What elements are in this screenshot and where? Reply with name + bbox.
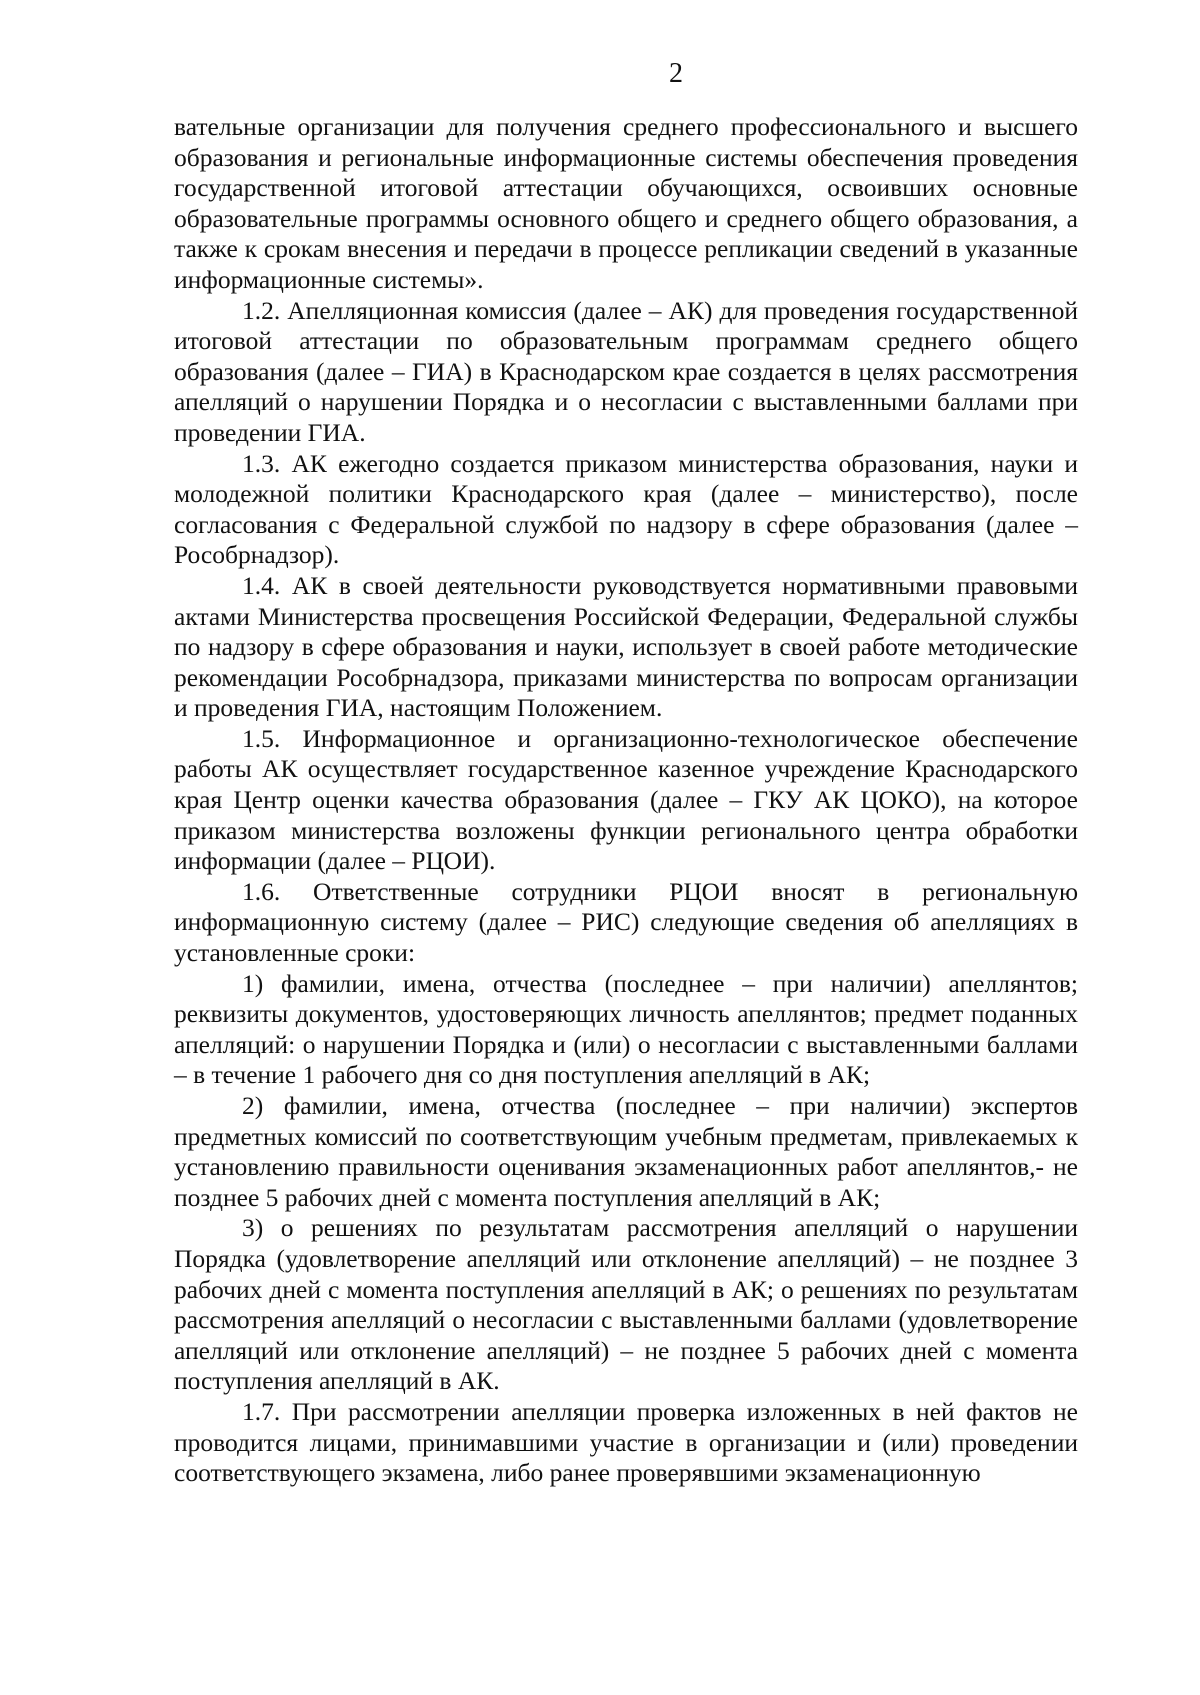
paragraph-1-3: 1.3. АК ежегодно создается приказом министерства образования, науки и молодежной политики Краснодарского края (далее – министерство), после согласования с Федеральной службой по надзору в сфере образования (далее – Рособрнадзор). [174,448,1078,570]
page-number: 2 [669,58,683,89]
paragraph-1-2: 1.2. Апелляционная комиссия (далее – АК) для проведения государственной итоговой аттестации по образовательным программам среднего общего образования (далее – ГИА) в Краснодарском крае создается в целях рассмотрения апелляций о нарушении Порядка и о несогласии с выставленными баллами при проведении ГИА. [174,295,1078,447]
list-item-3: 3) о решениях по результатам рассмотрения апелляций о нарушении Порядка (удовлетворение апелляций или отклонение апелляций) – не позднее 3 рабочих дней с момента поступления апелляций в АК; о решениях по результатам рассмотрения апелляций о несогласии с выставленными баллами (удовлетворение апелляций или отклонение апелляций) – не позднее 5 рабочих дней с момента поступления апелляций в АК. [174,1213,1078,1396]
list-item-1: 1) фамилии, имена, отчества (последнее – при наличии) апеллянтов; реквизиты документов, удостоверяющих личность апеллянтов; предмет поданных апелляций: о нарушении Порядка и (или) о несогласии с выставленными баллами – в течение 1 рабочего дня со дня поступления апелляций в АК; [174,968,1078,1090]
paragraph-1-7: 1.7. При рассмотрении апелляции проверка изложенных в ней фактов не проводится лицами, принимавшими участие в организации и (или) проведении соответствующего экзамена, либо ранее проверявшими экзаменационную [174,1396,1078,1488]
list-item-2: 2) фамилии, имена, отчества (последнее – при наличии) экспертов предметных комиссий по соответствующим учебным предметам, привлекаемых к установлению правильности оценивания экзаменационных работ апеллянтов,- не позднее 5 рабочих дней с момента поступления апелляций в АК; [174,1091,1078,1212]
document-body [174,112,1078,1489]
paragraph-1-5: 1.5. Информационное и организационно-технологическое обеспечение работы АК осуществляет государственное казенное учреждение Краснодарского края Центр оценки качества образования (далее – ГКУ АК ЦОКО), на которое приказом министерства возложены функции регионального центра обработки информации (далее – РЦОИ). [174,723,1078,876]
paragraph-continuation: вательные организации для получения среднего профессионального и высшего образования и региональные информационные системы обеспечения проведения государственной итоговой аттестации обучающихся, освоивших основные образовательные программы основного общего и среднего общего образования, а также к срокам внесения и передачи в процессе репликации сведений в указанные информационные системы». [174,112,1078,294]
paragraph-1-6: 1.6. Ответственные сотрудники РЦОИ вносят в региональную информационную систему (далее – РИС) следующие сведения об апелляциях в установленные сроки: [174,876,1078,968]
paragraph-1-4: 1.4. АК в своей деятельности руководствуется нормативными правовыми актами Министерства просвещения Российской Федерации, Федеральной службы по надзору в сфере образования и науки, использует в своей работе методические рекомендации Рособрнадзора, приказами министерства по вопросам организации и проведения ГИА, настоящим Положением. [174,570,1078,723]
